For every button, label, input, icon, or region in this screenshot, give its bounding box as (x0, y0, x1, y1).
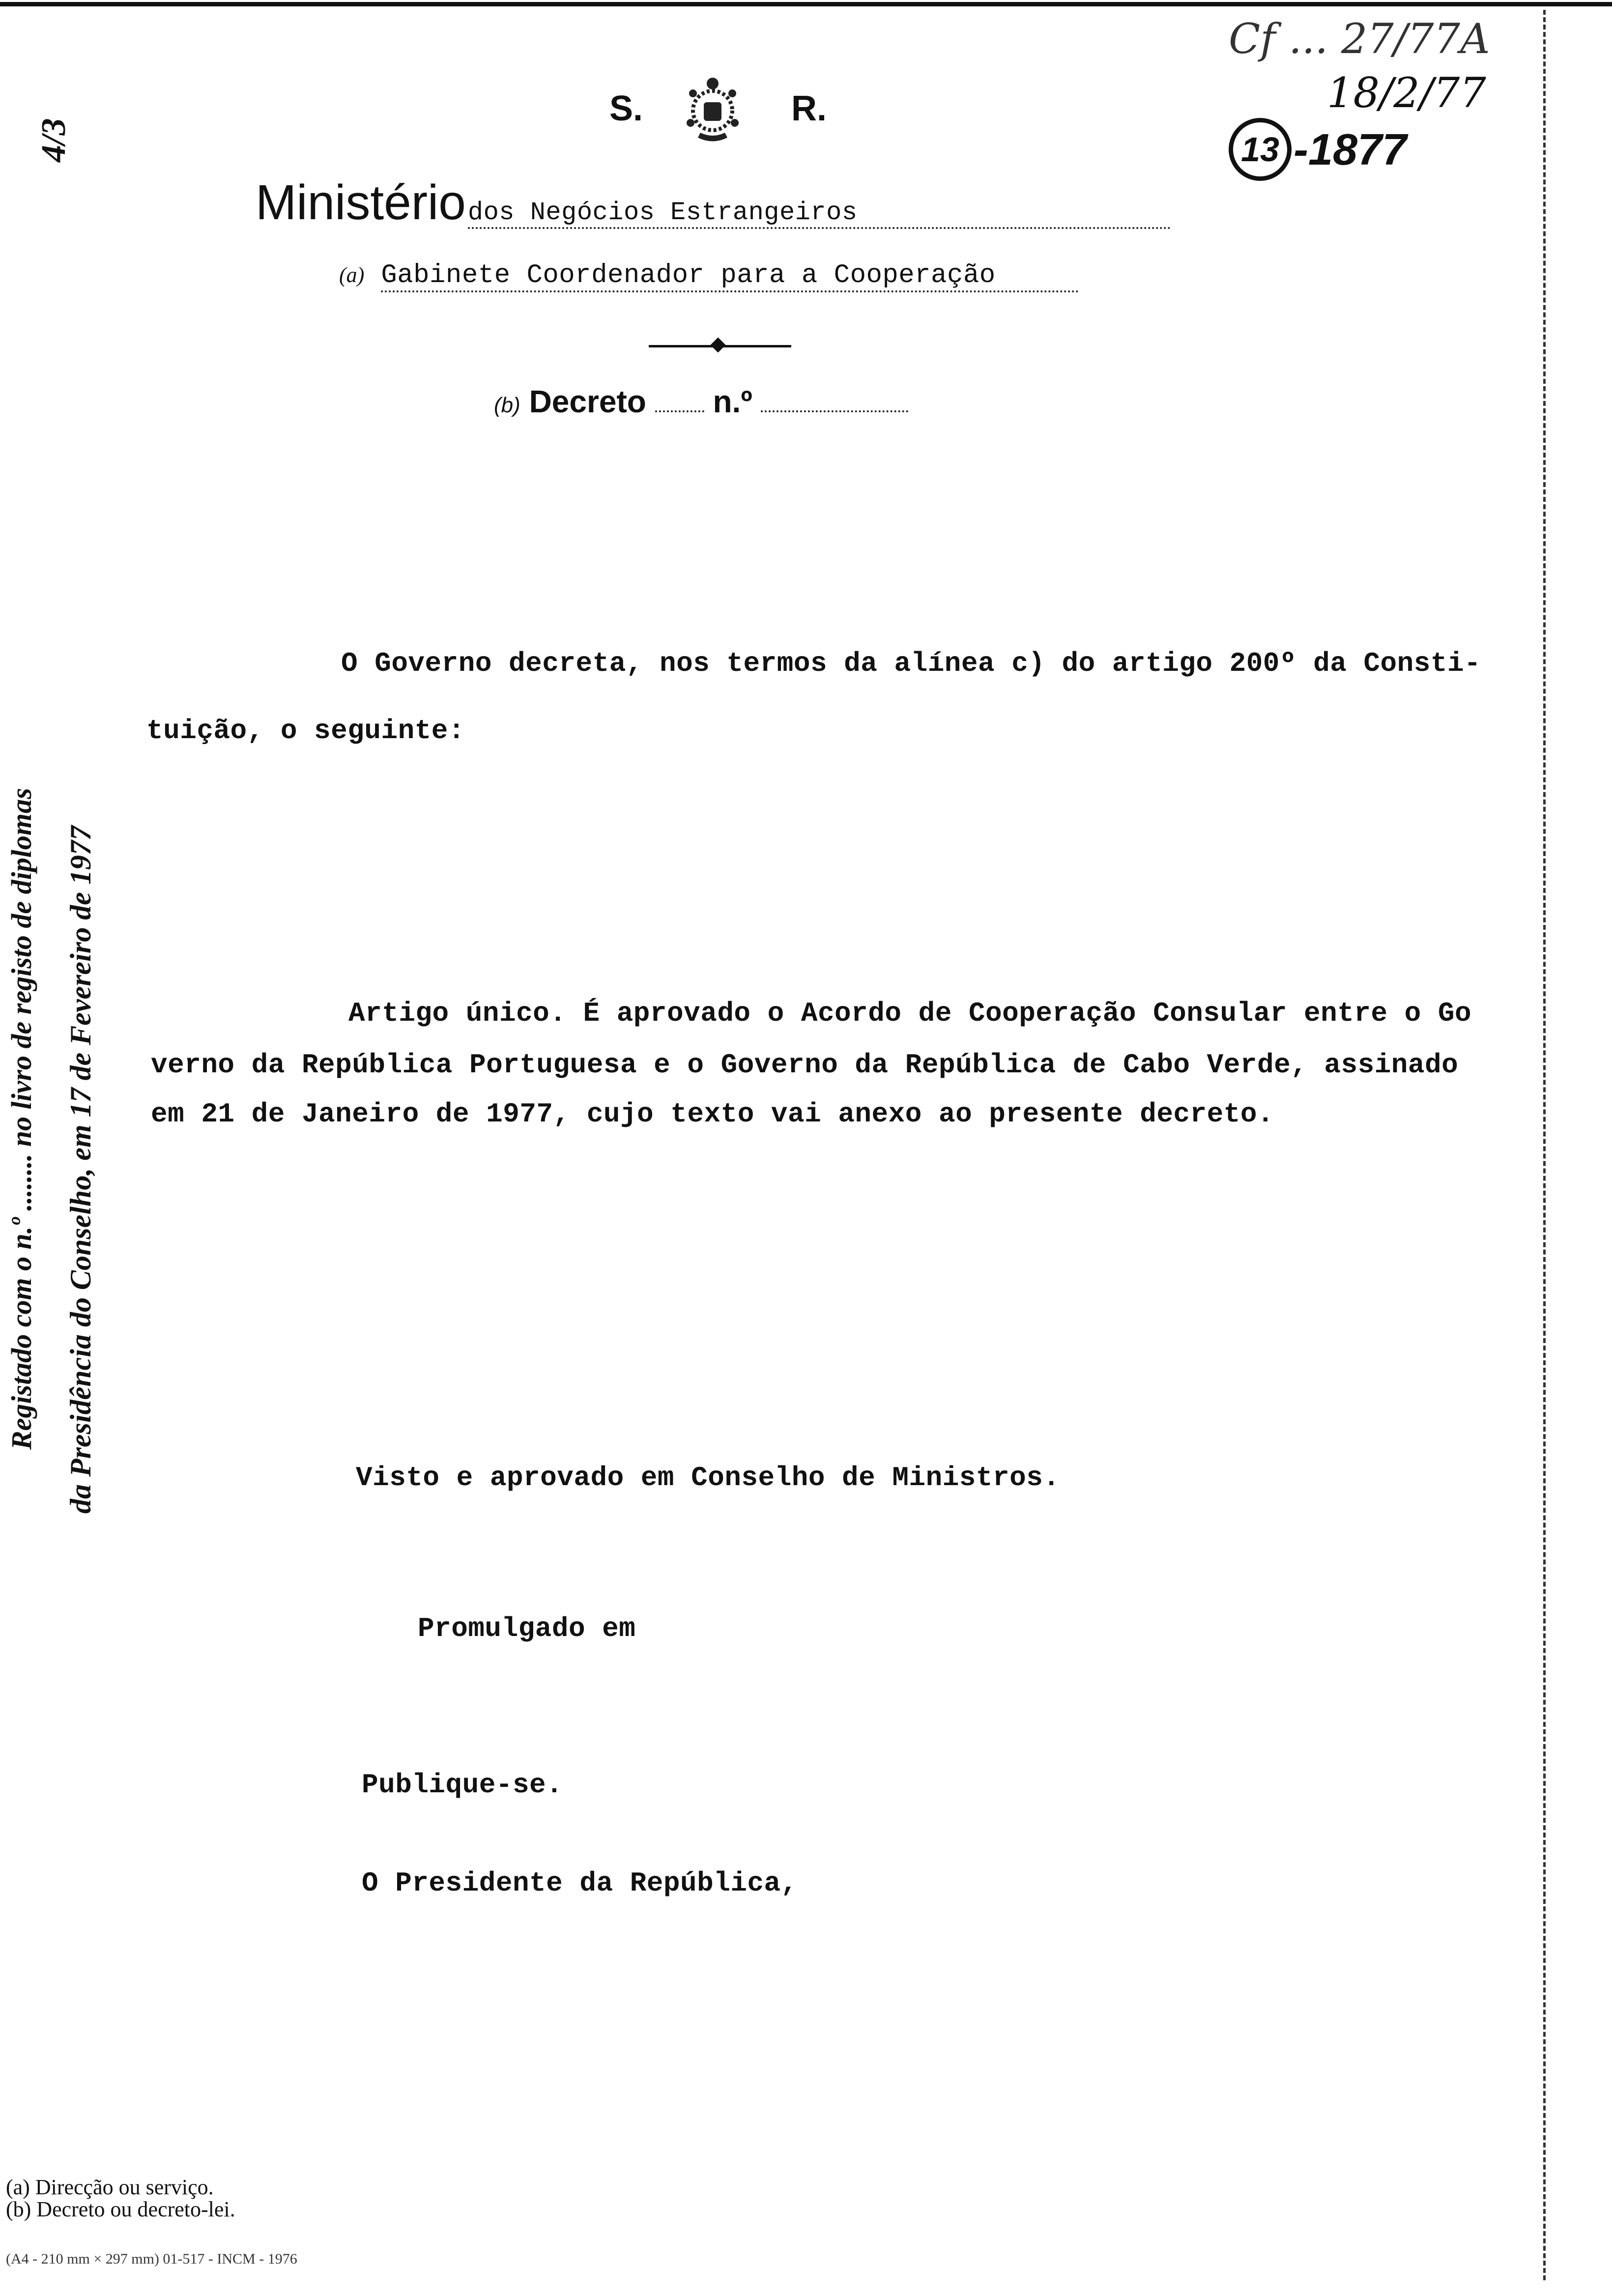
article-line-1: Artigo único. É aprovado o Acordo de Cooperação Consular entre o Go (348, 998, 1472, 1029)
r-letter: R. (791, 89, 827, 128)
footnote-a: (a) Direcção ou serviço. (6, 2175, 214, 2199)
footnote-b: (b) Decreto ou decreto-lei. (6, 2197, 235, 2221)
intro-line-2: tuição, o seguinte: (146, 715, 465, 746)
process-number (1229, 118, 1407, 182)
print-info: (A4 - 210 mm × 297 mm) 01-517 - INCM - 1976 (6, 2251, 297, 2267)
marker-b: (b) (494, 393, 520, 417)
ministry-big: Ministério (256, 175, 466, 230)
margin-registration-line: Registado com o n.º ........ no livro de registo de diplomas (5, 788, 37, 1450)
number-label: n.º (713, 384, 752, 419)
top-border (0, 2, 1612, 6)
approved-line: Visto e aprovado em Conselho de Ministros. (356, 1462, 1060, 1493)
article-line-3: em 21 de Janeiro de 1977, cujo texto vai anexo ao presente decreto. (151, 1098, 1274, 1130)
right-margin-line (1543, 10, 1548, 2280)
date-handwriting: 18/2/77 (1327, 69, 1486, 117)
corner-mark: 4/3 (35, 118, 73, 162)
decree-line (494, 383, 908, 420)
publish-line: Publique-se. (362, 1769, 563, 1801)
intro-line-1: O Governo decreta, nos termos da alínea c) do artigo 200º da Consti- (341, 648, 1481, 679)
promulgated-line: Promulgado em (418, 1613, 636, 1644)
process-code: -1877 (1294, 125, 1407, 174)
president-line: O Presidente da República, (362, 1867, 798, 1899)
marker-a: (a) (339, 263, 365, 287)
margin-presidency-line: da Presidência do Conselho, em 17 de Fevereiro de 1977 (64, 826, 97, 1514)
coat-of-arms-seal (673, 69, 752, 147)
ministry-heading (256, 174, 1171, 231)
ministry-rest: dos Negócios Estrangeiros (468, 198, 1171, 229)
decree-label: Decreto (529, 384, 646, 419)
circled-number: 13 (1229, 118, 1292, 181)
s-letter: S. (609, 89, 643, 128)
reference-handwriting: Cf ... 27/77A (1229, 15, 1490, 63)
article-line-2: verno da República Portuguesa e o Governo da República de Cabo Verde, assinado (151, 1049, 1459, 1081)
department-line (339, 260, 1079, 292)
diamond-ornament (710, 337, 725, 352)
department-name: Gabinete Coordenador para a Cooperação (381, 260, 1079, 292)
